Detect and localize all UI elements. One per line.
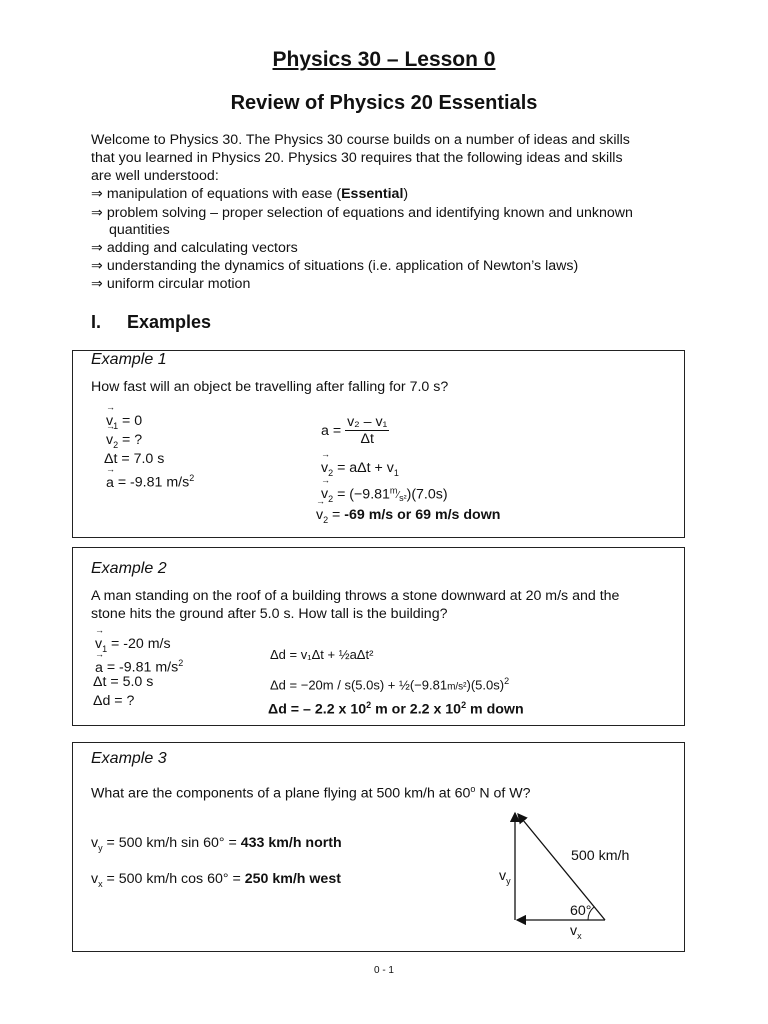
given-dt: Δt = 5.0 s — [93, 674, 154, 690]
example-2-label: Example 2 — [91, 560, 167, 577]
section-number: I. — [91, 312, 102, 332]
given-dt: Δt = 7.0 s — [104, 451, 165, 467]
page-title: Physics 30 – Lesson 0 — [272, 48, 496, 71]
resultant-vector — [518, 814, 605, 920]
arrow-icon: ⇒ — [91, 186, 103, 202]
intro-line-2: that you learned in Physics 20. Physics 30 requires that the following ideas and skills — [91, 150, 623, 166]
given-dd: Δd = ? — [93, 693, 135, 709]
arrow-icon: ⇒ — [91, 276, 103, 292]
given-a: → a = -9.81 $m/s^2$ — [95, 654, 183, 677]
example-3-question: What are the components of a plane flying at 500 km/h at 60$^o$ N of W? — [91, 784, 531, 802]
bullet-item: ⇒ manipulation of equations with ease (Essential) — [91, 186, 409, 202]
vy-calculation: $v_y = 500$ km/h sin 60° = 433 km/h north — [91, 835, 342, 853]
example-3-label: Example 3 — [91, 750, 167, 767]
bullet-item: ⇒ problem solving – proper selection of equations and identifying known and unknown — [91, 205, 633, 221]
example-2-question-1: A man standing on the roof of a building throws a stone downward at 20 m/s and the — [91, 588, 620, 604]
bullet-item: ⇒ uniform circular motion — [91, 276, 251, 292]
page-subtitle: Review of Physics 20 Essentials — [230, 92, 538, 114]
example-1-label: Example 1 — [91, 351, 167, 368]
angle-label: 60° — [570, 903, 592, 919]
equation-2: → $v_2 = a\Delta t + v_1$ — [321, 459, 399, 482]
arrow-icon: ⇒ — [91, 240, 103, 256]
hypotenuse-label: 500 km/h — [571, 848, 630, 864]
given-a: → a = -9.81 $m/s^2$ — [106, 469, 194, 492]
arrow-icon: ⇒ — [91, 258, 103, 274]
arrow-icon: ⇒ — [91, 205, 103, 221]
intro-line-3: are well understood: — [91, 168, 219, 184]
vx-calculation: $v_x = 500$ km/h cos 60° = 250 km/h west — [91, 871, 341, 889]
section-title: Examples — [127, 312, 212, 332]
page-number: 0 - 1 — [373, 965, 394, 976]
equation-3: → $v_2$ = $(-9.81^m⁄_{s^2})(7.0s)$ — [321, 482, 448, 508]
bullet-item: ⇒ understanding the dynamics of situations (i.e. application of Newton’s laws) — [91, 258, 579, 274]
vy-diagram-label: $v_y$ — [499, 868, 511, 886]
given-v1: → $v_1 = 0$ — [106, 412, 142, 435]
example-2-question-2: stone hits the ground after 5.0 s. How tall is the building? — [91, 606, 448, 622]
given-v1: → $v_1 = -20$ m/s — [95, 635, 171, 658]
example-1-answer: → $v_2 = -69$ m/s or 69 m/s down — [316, 506, 500, 529]
example-2-answer: Δd = – 2.2 x $10^2$ m or 2.2 x $10^2$ m down — [268, 700, 524, 718]
given-v2: → $v_2$ = ? — [106, 431, 142, 454]
vx-diagram-label: $v_x$ — [570, 923, 582, 941]
equation-1: a = $\frac{\text{v₂ – v₁}}{\Delta t}$ — [321, 414, 388, 447]
example-1-question: How fast will an object be travelling after falling for 7.0 s? — [91, 379, 449, 395]
equation-2: $\Delta d = -20m / s(5.0s) + \frac{1}{2}(-9.81m/s^2)(5.0s)^2$ — [270, 676, 510, 693]
intro-line-1: Welcome to Physics 30. The Physics 30 course builds on a number of ideas and skills — [91, 132, 630, 148]
bullet-item: ⇒ adding and calculating vectors — [91, 240, 298, 256]
equation-1: Δd = v₁Δt + ½aΔt² — [270, 647, 374, 662]
bullet-continuation: quantities — [109, 222, 170, 238]
